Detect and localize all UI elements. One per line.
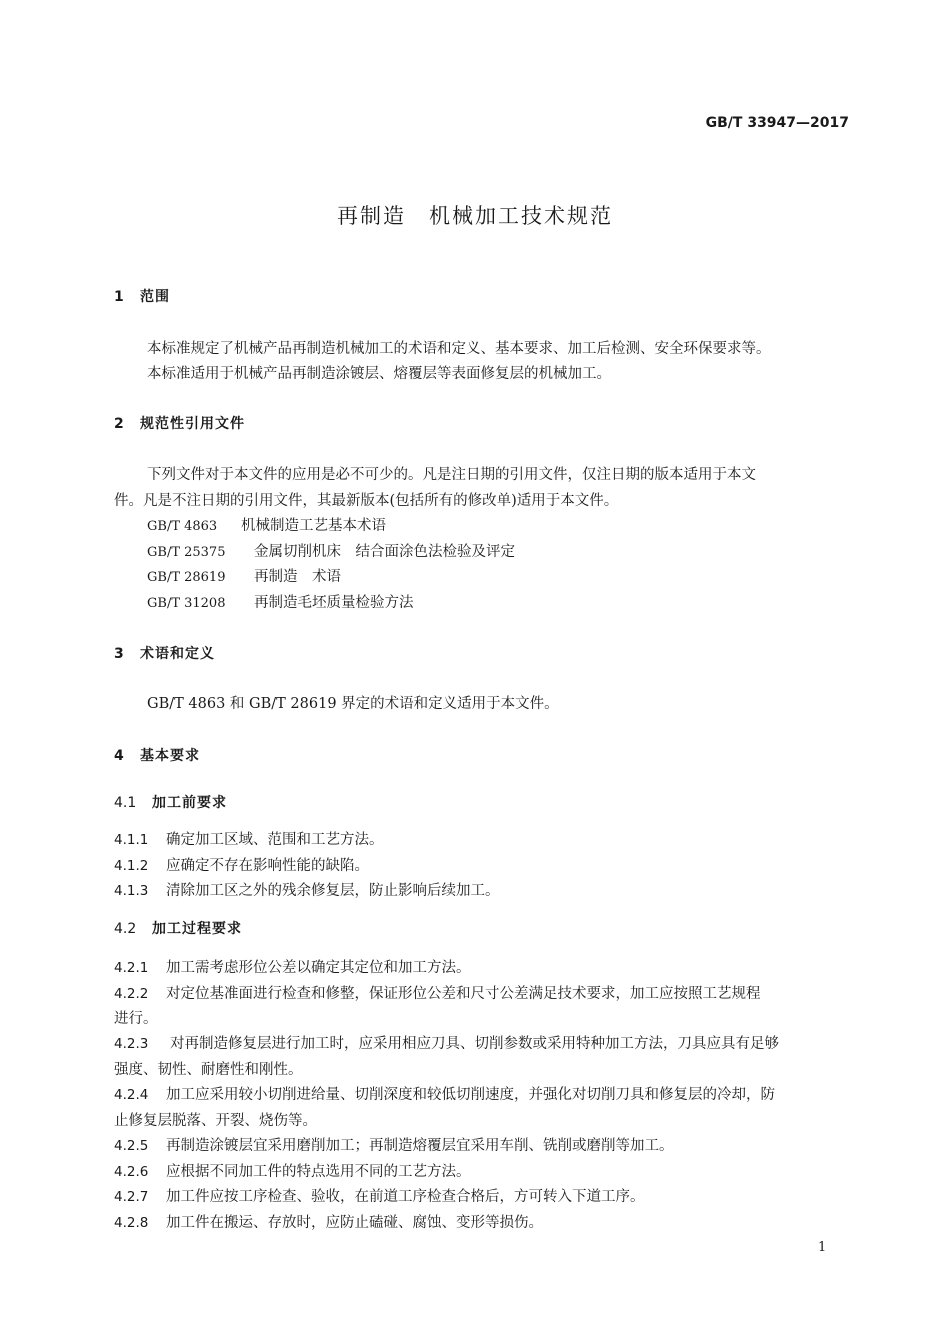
page-number: 1 [818,1240,827,1255]
subsection-4-1-heading [114,792,227,812]
section-number: 4 [114,748,124,764]
section-number: 2 [114,416,124,432]
subsection-number: 4.1 [114,795,137,811]
section-number: 1 [114,289,124,305]
clause-number: 4.2.4 [114,1087,149,1103]
clause-item [114,1160,471,1181]
clause-continuation: 止修复层脱落、开裂、烧伤等。 [114,1113,317,1129]
clause-item [114,828,384,849]
section-number: 3 [114,646,124,662]
clause-text: 清除加工区之外的残余修复层，防止影响后续加工。 [166,883,500,899]
section-1-heading [114,286,170,306]
section-title: 术语和定义 [140,646,215,662]
clause-text: 加工件应按工序检查、验收，在前道工序检查合格后，方可转入下道工序。 [166,1189,645,1205]
reference-title: 再制造毛坯质量检验方法 [254,595,414,611]
clause-item [114,854,369,875]
subsection-title: 加工前要求 [152,795,227,811]
clause-item [114,1185,645,1206]
clause-item [114,956,471,977]
subsection-4-2-heading [114,918,242,938]
clause-text: 确定加工区域、范围和工艺方法。 [166,832,384,848]
clause-number: 4.2.3 [114,1036,149,1052]
reference-code: GB/T 28619 [147,570,226,585]
clause-item [114,1134,674,1155]
subsection-number: 4.2 [114,921,137,937]
section-1-paragraph-2: 本标准适用于机械产品再制造涂镀层、熔覆层等表面修复层的机械加工。 [147,366,611,382]
section-4-heading [114,745,200,765]
clause-text: 对定位基准面进行检查和修整，保证形位公差和尺寸公差满足技术要求，加工应按照工艺规程 [166,986,761,1002]
subsection-title: 加工过程要求 [152,921,242,937]
section-3-heading [114,643,215,663]
clause-item [114,1032,779,1053]
clause-item [114,879,500,900]
clause-number: 4.1.2 [114,858,149,874]
standard-code: GB/T 33947—2017 [705,115,849,131]
clause-text: 再制造涂镀层宜采用磨削加工；再制造熔覆层宜采用车削、铣削或磨削等加工。 [166,1138,674,1154]
reference-code: GB/T 25375 [147,545,226,560]
clause-text: 加工应采用较小切削进给量、切削深度和较低切削速度，并强化对切削刀具和修复层的冷却，防 [166,1087,775,1103]
clause-number: 4.2.6 [114,1164,149,1180]
reference-title: 金属切削机床 结合面涂色法检验及评定 [254,544,515,560]
clause-text: 加工件在搬运、存放时，应防止磕碰、腐蚀、变形等损伤。 [166,1215,543,1231]
section-title: 基本要求 [140,748,200,764]
clause-item [114,1083,775,1104]
section-title: 范围 [140,289,170,305]
section-2-paragraph-line-1: 下列文件对于本文件的应用是必不可少的。凡是注日期的引用文件，仅注日期的版本适用于本文 [147,467,756,483]
clause-text: 加工需考虑形位公差以确定其定位和加工方法。 [166,960,471,976]
reference-title: 再制造 术语 [254,569,341,585]
clause-number: 4.1.1 [114,832,149,848]
clause-number: 4.2.7 [114,1189,149,1205]
normative-reference [147,565,341,586]
section-2-paragraph-line-2: 件。凡是不注日期的引用文件，其最新版本(包括所有的修改单)适用于本文件。 [114,493,619,509]
clause-item [114,1211,543,1232]
section-1-paragraph-1: 本标准规定了机械产品再制造机械加工的术语和定义、基本要求、加工后检测、安全环保要求等。 [147,341,771,357]
clause-number: 4.2.1 [114,960,149,976]
clause-number: 4.1.3 [114,883,149,899]
normative-reference [147,591,414,612]
normative-reference [147,514,386,535]
clause-item [114,982,761,1003]
clause-number: 4.2.8 [114,1215,149,1231]
clause-number: 4.2.2 [114,986,149,1002]
clause-text: 对再制造修复层进行加工时，应采用相应刀具、切削参数或采用特种加工方法，刀具应具有足够 [170,1036,779,1052]
section-2-heading [114,413,245,433]
reference-code: GB/T 31208 [147,596,226,611]
section-title: 规范性引用文件 [140,416,245,432]
document-title: 再制造 机械加工技术规范 [337,204,613,228]
reference-title: 机械制造工艺基本术语 [241,518,386,534]
clause-text: 应确定不存在影响性能的缺陷。 [166,858,369,874]
clause-number: 4.2.5 [114,1138,149,1154]
clause-text: 应根据不同加工件的特点选用不同的工艺方法。 [166,1164,471,1180]
clause-continuation: 进行。 [114,1011,158,1027]
clause-continuation: 强度、韧性、耐磨性和刚性。 [114,1062,303,1078]
section-3-paragraph: GB/T 4863 和 GB/T 28619 界定的术语和定义适用于本文件。 [147,696,559,712]
reference-code: GB/T 4863 [147,519,218,534]
normative-reference [147,540,515,561]
